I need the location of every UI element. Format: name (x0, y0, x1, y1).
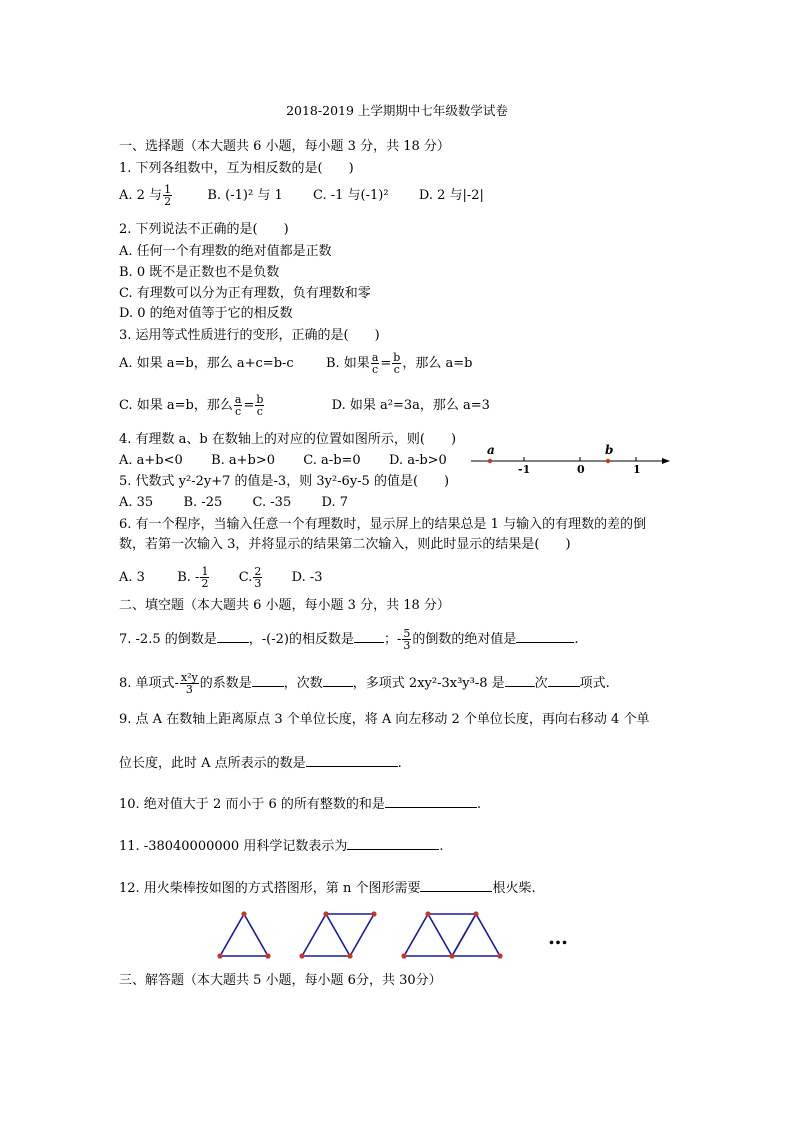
q1-option-d[interactable]: D. 2 与|-2| (418, 188, 484, 203)
section-2-heading: 二、填空题（本大题共 6 小题，每小题 3 分，共 18 分） (119, 598, 450, 613)
q1-option-b[interactable]: B. (-1)² 与 1 (207, 188, 283, 203)
number-line-arrow (662, 458, 670, 464)
q11-blank[interactable] (347, 837, 439, 850)
matchstick (302, 914, 326, 956)
q3-option-b[interactable]: B. 如果 $\frac{a}{c}$ = $\frac{b}{c}$ ，那么 a=b (325, 351, 473, 376)
q1-options (119, 184, 484, 207)
q10-blank[interactable] (385, 795, 477, 808)
q1-option-a[interactable]: A. 2 与 $\frac{1}{2}$ (119, 183, 172, 208)
q5-option-d[interactable]: D. 7 (321, 495, 348, 510)
section-1-heading: 一、选择题（本大题共 6 小题，每小题 3 分，共 18 分） (119, 139, 450, 154)
q9-line2: 位长度，此时 A 点所表示的数是 . (119, 756, 402, 771)
matchstick-node (265, 953, 270, 958)
tick-label-1: 1 (633, 463, 641, 476)
matchstick (326, 914, 350, 956)
q1-option-c[interactable]: C. -1 与(-1)² (313, 188, 389, 203)
q3-option-a[interactable]: A. 如果 a=b，那么 a+c=b-c (119, 356, 294, 371)
matchstick-node (323, 911, 328, 916)
q2-option-c[interactable]: C. 有理数可以分为正有理数，负有理数和零 (119, 286, 371, 301)
point-a-label: a (487, 443, 495, 457)
q8-blank-1[interactable] (252, 674, 284, 687)
matchstick (428, 914, 452, 956)
q3-row-cd (119, 394, 490, 417)
q2-option-b[interactable]: B. 0 既不是正数也不是负数 (119, 265, 280, 280)
tick-label-0: 0 (577, 463, 585, 476)
q10-line: 10. 绝对值大于 2 而小于 6 的所有整数的和是 . (119, 797, 482, 812)
matchstick-node (347, 953, 352, 958)
q11-line: 11. -38040000000 用科学记数表示为 . (119, 839, 444, 854)
matchstick (404, 914, 428, 956)
matchstick-figure-3 (401, 911, 502, 958)
fraction-half: $\frac{1}{2}$ (164, 183, 172, 208)
q4-option-c[interactable]: C. a-b=0 (303, 453, 361, 468)
matchstick-node (401, 953, 406, 958)
matchstick-node (299, 953, 304, 958)
q5-option-b[interactable]: B. -25 (183, 495, 223, 510)
matchstick-figure-1 (217, 911, 270, 958)
q4-option-b[interactable]: B. a+b>0 (211, 453, 276, 468)
q6-stem-line1: 6. 有一个程序，当输入任意一个有理数时，显示屏上的结果总是 1 与输入的有理数的差的倒 (119, 517, 647, 532)
matchstick-node (497, 953, 502, 958)
q5-options (119, 495, 348, 511)
matchstick (452, 914, 476, 956)
q3-option-c[interactable]: C. 如果 a=b，那么 $\frac{a}{c}$ = $\frac{b}{c}$ (119, 393, 264, 418)
q4-stem: 4. 有理数 a、b 在数轴上的对应的位置如图所示，则( ) (119, 432, 457, 447)
q2-option-d[interactable]: D. 0 的绝对值等于它的相反数 (119, 306, 293, 321)
page-title: 2018-2019 上学期期中七年级数学试卷 (286, 103, 508, 118)
q6-option-a[interactable]: A. 3 (119, 570, 145, 585)
q3-stem: 3. 运用等式性质进行的变形，正确的是( ) (119, 328, 380, 343)
q7-blank-1[interactable] (217, 630, 249, 643)
matchstick (244, 914, 268, 956)
point-b-label: b (605, 443, 614, 457)
tick-label-neg1: -1 (518, 463, 531, 476)
q9-line1: 9. 点 A 在数轴上距离原点 3 个单位长度，将 A 向左移动 2 个单位长度，再向右移动 4 个单 (119, 712, 650, 727)
point-a-dot (488, 459, 492, 463)
q5-stem: 5. 代数式 y²-2y+7 的值是-3，则 3y²-6y-5 的值是( ) (119, 474, 450, 489)
q6-stem-line2: 数，若第一次输入 3，并将显示的结果第二次输入，则此时显示的结果是( ) (119, 537, 571, 552)
q8-blank-2[interactable] (323, 674, 353, 687)
matchstick-node (217, 953, 222, 958)
figure-ellipsis: … (548, 925, 568, 949)
matchstick-figure-2 (299, 911, 376, 958)
matchstick-node (241, 911, 246, 916)
q12-line: 12. 用火柴棒按如图的方式搭图形，第 n 个图形需要 根火柴. (119, 881, 536, 896)
q3-row-ab (119, 352, 472, 375)
matchstick-node (371, 911, 376, 916)
q8-line: 8. 单项式- $\frac{\text{x²y}}{3}$ 的系数是 ，次数 ，多项式 2xy²-3x³y³-8 是 次 项式. (119, 671, 610, 696)
matchstick (476, 914, 500, 956)
q9-blank[interactable] (306, 754, 398, 767)
number-line-figure (468, 440, 674, 476)
section-3-heading: 三、解答题（本大题共 5 小题，每小题 6分，共 30分） (119, 973, 442, 988)
q2-stem: 2. 下列说法不正确的是( ) (119, 222, 289, 237)
q3-option-d[interactable]: D. 如果 a²=3a，那么 a=3 (331, 398, 490, 413)
q7-blank-3[interactable] (516, 630, 574, 643)
q8-blank-3[interactable] (505, 674, 535, 687)
matchstick-node (449, 953, 454, 958)
q4-option-a[interactable]: A. a+b<0 (119, 453, 183, 468)
q8-blank-4[interactable] (548, 674, 580, 687)
q1-stem: 1. 下列各组数中，互为相反数的是( ) (119, 161, 354, 176)
q7-blank-2[interactable] (354, 630, 384, 643)
q6-options (119, 566, 323, 589)
q6-option-c[interactable]: C. $\frac{2}{3}$ (238, 565, 262, 590)
q4-option-d[interactable]: D. a-b>0 (388, 453, 447, 468)
point-b-dot (606, 459, 610, 463)
matchstick-node (473, 911, 478, 916)
matchstick (220, 914, 244, 956)
q2-option-a[interactable]: A. 任何一个有理数的绝对值都是正数 (119, 244, 332, 259)
matchstick-node (425, 911, 430, 916)
q5-option-c[interactable]: C. -35 (252, 495, 292, 510)
q4-options (119, 453, 447, 469)
matchstick (350, 914, 374, 956)
q6-option-b[interactable]: B. - $\frac{1}{2}$ (177, 565, 209, 590)
q5-option-a[interactable]: A. 35 (119, 495, 154, 510)
q12-blank[interactable] (420, 879, 492, 892)
q6-option-d[interactable]: D. -3 (291, 570, 323, 585)
matchstick-figure (210, 908, 590, 966)
q7-line: 7. -2.5 的倒数是 ，-(-2)的相反数是 ；- $\frac{5}{3}$ 的倒数的绝对值是 . (119, 627, 579, 652)
